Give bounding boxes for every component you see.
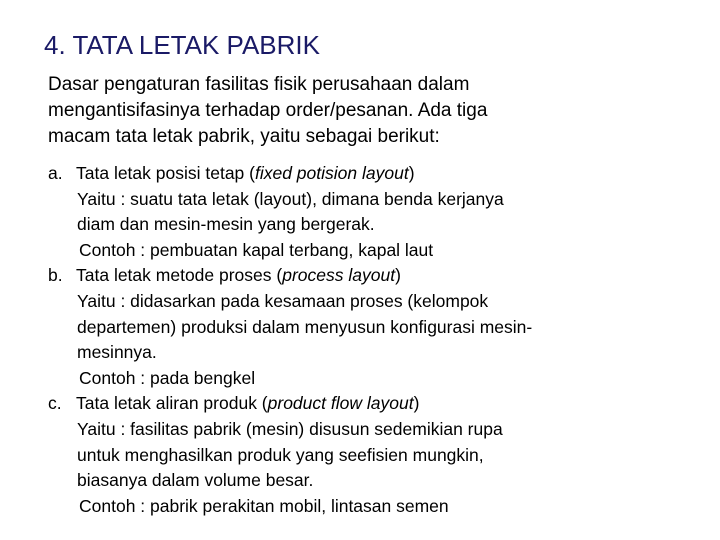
item-example: Contoh : pembuatan kapal terbang, kapal laut — [79, 239, 434, 260]
item-heading-prefix: Tata letak posisi tetap ( — [76, 163, 255, 183]
item-description-line: Yaitu : suatu tata letak (layout), dimana benda kerjanya — [77, 188, 504, 209]
item-example: Contoh : pabrik perakitan mobil, lintasan semen — [79, 495, 449, 516]
item-heading-prefix: Tata letak metode proses ( — [76, 265, 283, 286]
item-heading — [48, 263, 698, 289]
list-item-process-layout — [48, 263, 698, 391]
item-description-line: Yaitu : fasilitas pabrik (mesin) disusun sedemikian rupa — [77, 418, 503, 439]
layout-type-list — [48, 161, 698, 519]
item-heading-term: fixed potision layout — [254, 163, 409, 183]
item-marker: b. — [48, 265, 63, 286]
item-heading — [48, 161, 698, 187]
item-heading-suffix: ) — [408, 163, 415, 183]
item-heading-suffix: ) — [395, 265, 401, 286]
item-heading — [48, 391, 698, 417]
intro-line: Dasar pengaturan fasilitas fisik perusahaan dalam — [48, 74, 470, 95]
intro-paragraph — [48, 72, 668, 150]
item-heading-term: product flow layout — [267, 393, 414, 414]
intro-line: mengantisifasinya terhadap order/pesanan. Ada tiga — [48, 100, 488, 121]
item-description-line: mesinnya. — [77, 342, 157, 363]
item-marker: a. — [48, 163, 63, 183]
item-heading-prefix: Tata letak aliran produk ( — [76, 393, 268, 414]
list-item-fixed-position — [48, 161, 698, 263]
item-description-line: Yaitu : didasarkan pada kesamaan proses (kelompok — [77, 290, 489, 311]
slide-title: 4. TATA LETAK PABRIK — [44, 30, 320, 60]
item-description-line: biasanya dalam volume besar. — [77, 470, 314, 491]
item-description-line: diam dan mesin-mesin yang bergerak. — [77, 214, 375, 235]
list-item-product-flow — [48, 391, 698, 519]
item-description-line: departemen) produksi dalam menyusun konfigurasi mesin- — [77, 316, 533, 337]
intro-line: macam tata letak pabrik, yaitu sebagai berikut: — [48, 126, 440, 147]
item-example: Contoh : pada bengkel — [79, 367, 256, 388]
item-description-line: untuk menghasilkan produk yang seefisien mungkin, — [77, 444, 484, 465]
item-marker: c. — [48, 393, 62, 414]
item-heading-term: process layout — [282, 265, 396, 286]
item-heading-suffix: ) — [413, 393, 420, 414]
